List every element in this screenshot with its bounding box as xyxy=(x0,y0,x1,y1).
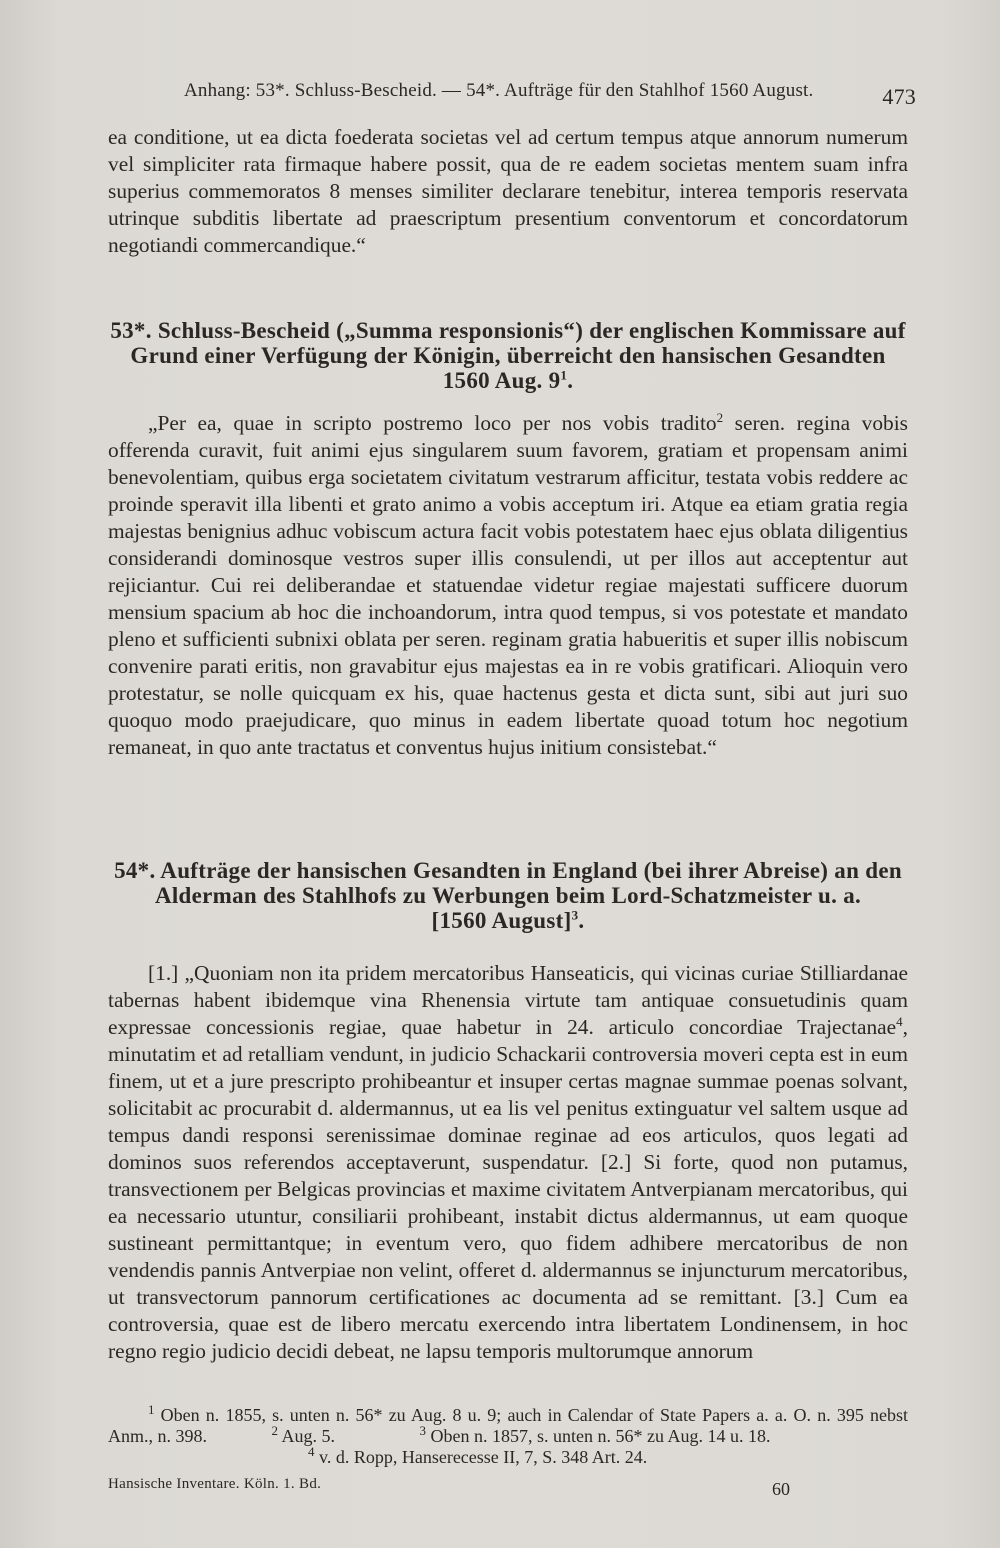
section-53-number: 53*. xyxy=(110,318,152,343)
footnote-ref-1: 1 xyxy=(560,367,568,383)
footnote-ref-2: 2 xyxy=(716,409,724,425)
section-54-heading: 54*. Aufträge der hansischen Gesandten in England (bei ihrer Abreise) an den Alderman des Stahlhofs zu Werbungen beim Lord-Schatzmeister u. a. [1560 August]$^3$. xyxy=(114,858,902,933)
page-header xyxy=(184,80,916,110)
section-53-heading: 53*. Schluss-Bescheid („Summa responsionis“) der englischen Kommissare auf Grund einer Verfügung der Königin, überreicht den hansischen Gesandten 1560 Aug. $9^1$. xyxy=(110,318,906,393)
footnote-ref-4: 4 xyxy=(896,1013,903,1029)
running-title: Anhang: 53*. Schluss-Bescheid. — 54*. Aufträge für den Stahlhof 1560 August. xyxy=(184,80,814,101)
footnote-3-mark: 3 xyxy=(419,1423,427,1438)
footnote-1-text: Oben n. 1855, s. unten n. 56* zu Aug. 8 u. 9; auch in Calendar of State Papers a. a. O. n. 395 nebst Anm., n. 398. xyxy=(108,1405,909,1446)
footnote-4 xyxy=(108,1444,908,1468)
footnote-2-mark: 2 xyxy=(271,1423,278,1438)
footnote-1-mark: 1 xyxy=(148,1402,155,1417)
page-number: 473 xyxy=(882,84,916,109)
footnote-2-text: Aug. 5. xyxy=(281,1426,336,1446)
section-53-date: 1560 Aug. 9 xyxy=(442,368,561,393)
footnote-4-mark: 4 xyxy=(308,1444,315,1459)
signature-mark: 60 xyxy=(772,1479,790,1499)
section-53-text-b: seren. regina vobis offerenda curavit, fuit animi ejus singularem suum favorem, gratiam et propensam animi benevolentiam, quibus erga societatem civitatum vestrarum afficitur, testata vobis reddere ac proinde speravit illa libenti et grato animo a vobis acceptum iri. Atque ea etiam gratia regia majestas benignius adhuc vobiscum actura facit vobis potestatem haec ejus oblata diligentius considerandi dominosque vestros super illis consulendi, ut per illos aut acceptentur aut rejiciantur. Cui rei deliberandae et statuendae videtur regiae majestati sufficere duorum mensium spacium ab hoc die inchoandorum, intra quod tempus, si vos potestate et mandato pleno et sufficienti subnixi oblata per seren. reginam gratia habueritis et super illis nobiscum convenire parati eritis, non gravabitur ejus majestas ea in re vobis gratificari. Alioquin vero protestatur, se nolle quicquam ex his, quae hactenus gesta et dicta sunt, sibi aut juri suo quoquo modo praejudicare, quo minus in eadem libertate quoad totum hoc negotium remaneat, in quo ante tractatus et conventus hujus initium consistebat.“ xyxy=(108,411,908,759)
continuation-text: ea conditione, ut ea dicta foederata societas vel ad certum tempus atque annorum numerum vel simpliciter rata firmaque habere possit, qua de re eadem societas mentem suam infra superius commemoratos 8 menses similiter declarare tenebitur, interea temporis reservata utrinque subditis libertate ad praescriptum presentium conventorum et concordatorum negotiandi commercandique.“ xyxy=(108,125,908,257)
section-53-body xyxy=(108,410,908,761)
footnotes xyxy=(108,1402,909,1468)
section-54-body xyxy=(108,960,908,1365)
section-54-paragraph xyxy=(108,960,908,1365)
section-54-title: Aufträge der hansischen Gesandten in England (bei ihrer Abreise) an den Alderman des Stahlhofs zu Werbungen beim Lord-Schatzmeister u. a. xyxy=(154,858,902,908)
section-54-text-a: [1.] „Quoniam non ita pridem mercatoribus Hanseaticis, qui vicinas curiae Stilliardanae tabernas habent ibidemque vina Rhenensia virtute tam antiquae consuetudinis quam expressae concessionis regiae, quae habetur in 24. articulo concordiae Trajectanae xyxy=(108,961,908,1039)
section-53-title: Schluss-Bescheid („Summa responsionis“) der englischen Kommissare auf Grund einer Verfügung der Königin, überreicht den hansischen Gesandten xyxy=(130,318,906,368)
section-54-text-b: , minutatim et ad retalliam vendunt, in judicio Schackarii controversia moveri cepta est in eum finem, ut et a jure prescripto prohibeantur et insuper certas magnae summae poenas solvant, solicitabit ac procurabit d. aldermannus, ut ea lis vel penitus extinguatur vel saltem usque ad tempus dandi responsi serenissimae dominae reginae ad eos articulos, quos legati ad dominos suos referendos acceptaverunt, suspendatur. [2.] Si forte, quod non putamus, transvectionem per Belgicas provincias et maxime civitatem Antverpianam mercatoribus, qui ea necessario utuntur, consiliarii prohibeant, instabit dictus aldermannus, ut eam quoque sustineant permittantque; in eventum vero, quo fidem adhibere mercatoribus de non vendendis pannis Antverpiae non velint, offeret d. aldermannus se injuncturum mercatoribus, ut transvectorum pannorum certificationes ac documenta ad se remittant. [3.] Cum ea controversia, quae est de libero mercatu exercendo intra libertatem Londinensem, in hoc regno regio judicio decidi debeat, ne lapsu temporis multorumque annorum xyxy=(108,1015,908,1363)
imprint: Hansische Inventare. Köln. 1. Bd. xyxy=(108,1476,322,1492)
footnote-4-text: v. d. Ropp, Hanserecesse II, 7, S. 348 Art. 24. xyxy=(319,1447,648,1467)
footnote-ref-3: 3 xyxy=(571,907,579,923)
section-54-date: [1560 August] xyxy=(431,908,572,933)
continuation-paragraph xyxy=(108,124,908,259)
section-53-text-a: „Per ea, quae in scripto postremo loco per nos vobis tradito xyxy=(148,411,717,435)
footnote-1 xyxy=(108,1402,909,1447)
section-54-number: 54*. xyxy=(114,858,156,883)
section-53-paragraph xyxy=(108,410,908,761)
footnote-3-text: Oben n. 1857, s. unten n. 56* zu Aug. 14 u. 18. xyxy=(430,1426,771,1446)
